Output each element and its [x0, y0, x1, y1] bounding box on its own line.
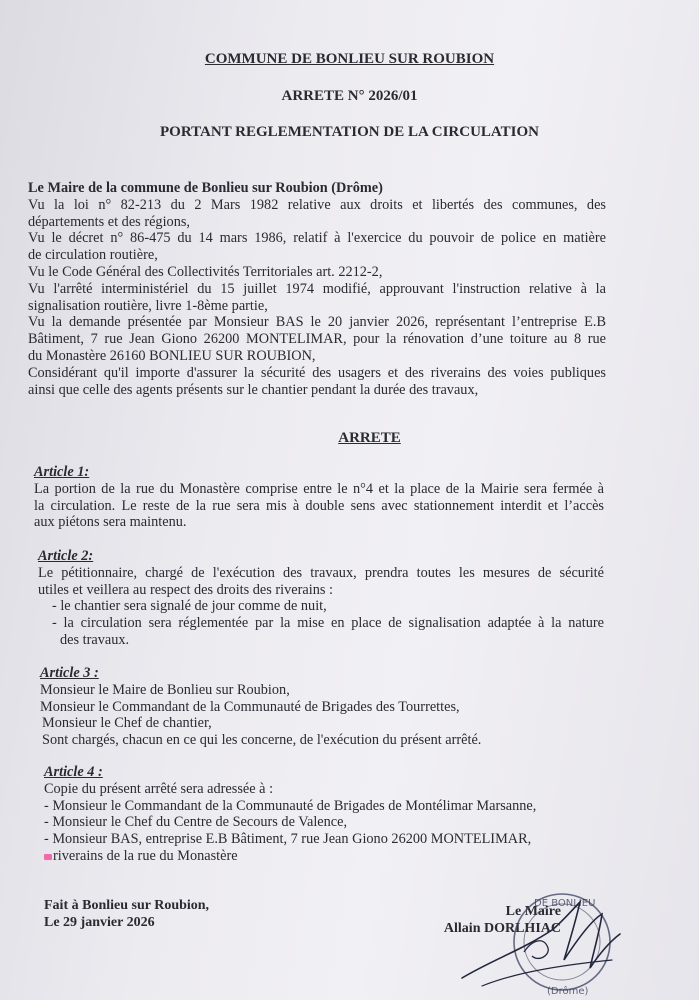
article-line: - le chantier sera signalé de jour comme de nuit, — [52, 598, 327, 615]
preamble-line: Vu la loi n° 82-213 du 2 Mars 1982 relative aux droits et libertés des communes, des — [28, 196, 606, 213]
article-line: - Monsieur le Chef du Centre de Secours de Valence, — [44, 814, 348, 831]
fait-a: Fait à Bonlieu sur Roubion, — [44, 898, 210, 913]
article-line: aux piétons sera maintenu. — [34, 514, 187, 531]
preamble-line: du Monastère 26160 BONLIEU SUR ROUBION, — [28, 347, 316, 364]
svg-text:DE BONLIEU: DE BONLIEU — [534, 898, 596, 909]
article-1 — [34, 464, 604, 531]
article-title: Article 4 : — [44, 764, 103, 780]
article-line: la circulation. Le reste de la rue sera mis à double sens avec stationnement interdit et l’accès — [34, 497, 604, 514]
article-3 — [40, 665, 600, 749]
place-date — [44, 897, 209, 931]
preamble-line: Vu l'arrêté interministériel du 15 juillet 1974 modifié, approuvant l'instruction relative à la — [28, 280, 606, 297]
article-line: Monsieur le Chef de chantier, — [42, 715, 212, 732]
arrete-subject: PORTANT REGLEMENTATION DE LA CIRCULATION — [160, 124, 539, 140]
article-line: des travaux. — [60, 631, 130, 648]
preamble-line: Vu la demande présentée par Monsieur BAS le 20 janvier 2026, représentant l’entreprise E.B — [28, 314, 606, 331]
signatory-title: Le Maire — [505, 904, 561, 919]
article-line: Le pétitionnaire, chargé de l'exécution des travaux, prendra toutes les mesures de sécurité — [38, 564, 604, 581]
article-line: La portion de la rue du Monastère comprise entre le n°4 et la place de la Mairie sera fermée à — [34, 480, 604, 497]
highlight-marker — [44, 854, 52, 860]
article-line: Monsieur le Maire de Bonlieu sur Roubion, — [40, 681, 290, 698]
preamble-line: de circulation routière, — [28, 247, 158, 264]
article-line: Copie du présent arrêté sera adressée à : — [44, 780, 274, 797]
article-line: - Monsieur BAS, entreprise E.B Bâtiment, 7 rue Jean Giono 26200 MONTELIMAR, — [44, 831, 532, 848]
preamble-line: départements et des régions, — [28, 213, 190, 230]
article-line: Sont chargés, chacun en ce qui les concerne, de l'exécution du présent arrêté. — [42, 732, 482, 749]
signatory-name: Allain DORLHIAC — [443, 921, 561, 936]
svg-text:(Drôme): (Drôme) — [547, 986, 589, 997]
preamble-line: signalisation routière, livre 1-8ème partie, — [28, 297, 268, 314]
arrete-number: ARRETE N° 2026/01 — [281, 88, 418, 104]
maire-heading: Le Maire de la commune de Bonlieu sur Roubion (Drôme) — [28, 180, 383, 196]
preamble — [28, 180, 606, 398]
article-line: Monsieur le Commandant de la Communauté de Brigades des Tourrettes, — [40, 698, 460, 715]
preamble-line: ainsi que celle des agents présents sur le chantier pendant la durée des travaux, — [28, 381, 479, 398]
preamble-line: Bâtiment, 7 rue Jean Giono 26200 MONTELIMAR, pour la rénovation d’une toiture au 8 rue — [28, 331, 606, 348]
article-title: Article 1: — [34, 464, 90, 480]
article-line: - la circulation sera réglementée par la mise en place de signalisation adaptée à la nature — [52, 615, 604, 632]
article-line-highlighted: riverains de la rue du Monastère — [44, 848, 604, 865]
article-title: Article 3 : — [40, 665, 99, 681]
commune-title: COMMUNE DE BONLIEU SUR ROUBION — [204, 51, 495, 67]
article-line: utiles et veillera au respect des droits des riverains : — [38, 581, 333, 598]
article-title: Article 2: — [38, 548, 94, 564]
article-4 — [44, 764, 604, 865]
preamble-line: Considérant qu'il importe d'assurer la sécurité des usagers et des riverains des voies publiques — [28, 364, 606, 381]
official-stamp-and-signature — [452, 890, 627, 998]
article-line: - Monsieur le Commandant de la Communauté de Brigades de Montélimar Marsanne, — [44, 797, 537, 814]
arrete-heading: ARRETE — [338, 430, 401, 446]
signature-date: Le 29 janvier 2026 — [44, 915, 155, 930]
preamble-line: Vu le Code Général des Collectivités Territoriales art. 2212-2, — [28, 263, 383, 280]
preamble-line: Vu le décret n° 86-475 du 14 mars 1986, relatif à l'exercice du pouvoir de police en matière — [28, 230, 606, 247]
article-2 — [38, 548, 604, 649]
